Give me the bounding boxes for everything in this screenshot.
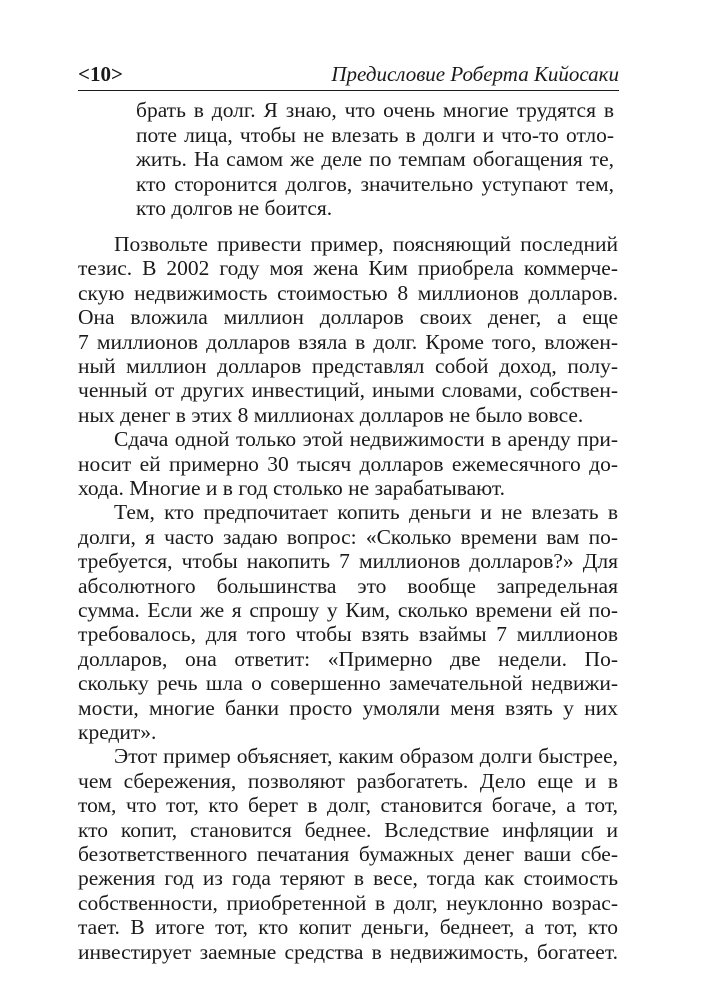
text-line: хода. Многие и в год столько не зарабатывают. xyxy=(78,476,506,500)
text-line: 7 миллионов долларов взяла в долг. Кроме того, вложен- xyxy=(78,329,618,354)
quote-line: брать в долг. Я знаю, что очень многие трудятся в xyxy=(136,98,614,122)
quote-line: жить. На самом же деле по темпам обогащения те, xyxy=(136,147,614,171)
text-line: ченный от других инвестиций, иными словами, собствен- xyxy=(78,378,618,403)
quote-line: поте лица, чтобы не влезать в долги и что-то отло- xyxy=(136,122,614,147)
text-line: сумма. Если же я спрошу у Ким, сколько времени ей по- xyxy=(78,598,618,622)
quote-line: кто сторонится долгов, значительно уступают тем, xyxy=(136,171,614,196)
text-line: собственности, приобретенной в долг, неуклонно возрас- xyxy=(78,890,618,915)
text-line: тает. В итоге тот, кто копит деньги, беднеет, а тот, кто xyxy=(78,915,618,940)
text-line: Этот пример объясняет, каким образом долги быстрее, xyxy=(114,744,618,769)
text-line: скольку речь шла о совершенно замечательной недвижи- xyxy=(78,671,618,696)
text-line: Она вложила миллион долларов своих денег, а еще xyxy=(78,305,618,330)
text-line: долги, я часто задаю вопрос: «Сколько времени вам по- xyxy=(78,524,618,549)
text-line: абсолютного большинства это вообще запредельная xyxy=(78,573,618,598)
running-title: Предисловие Роберта Кийосаки xyxy=(331,62,619,86)
text-line: том, что тот, кто берет в долг, становится богаче, а тот, xyxy=(78,793,618,818)
text-line: Сдача одной только этой недвижимости в аренду при- xyxy=(114,427,618,452)
text-line: мости, многие банки просто умоляли меня взять у них xyxy=(78,695,618,720)
text-line: инвестирует заемные средства в недвижимость, богатеет. xyxy=(78,939,618,964)
text-line: долларов, она ответит: «Примерно две недели. По- xyxy=(78,646,618,671)
text-line: чем сбережения, позволяют разбогатеть. Дело еще и в xyxy=(78,768,618,793)
text-line: тезис. В 2002 году моя жена Ким приобрела коммерче- xyxy=(78,256,618,281)
text-line: Позвольте привести пример, поясняющий последний xyxy=(114,232,618,256)
text-line: ных денег в этих 8 миллионах долларов не было вовсе. xyxy=(78,402,584,427)
text-line: скую недвижимость стоимостью 8 миллионов долларов. xyxy=(78,280,618,305)
text-line: безответственного печатания бумажных денег ваши сбе- xyxy=(78,842,618,866)
text-line: Тем, кто предпочитает копить деньги и не влезать в xyxy=(114,500,618,525)
text-line: требовалось, для того чтобы взять взаймы 7 миллионов xyxy=(78,622,618,647)
text-line: требуется, чтобы накопить 7 миллионов долларов?» Для xyxy=(78,549,618,574)
page-header xyxy=(78,60,619,90)
text-line: ный миллион долларов представлял собой доход, полу- xyxy=(78,354,618,378)
text-line: кто копит, становится беднее. Вследствие инфляции и xyxy=(78,817,618,842)
text-line: носит ей примерно 30 тысяч долларов ежемесячного до- xyxy=(78,451,618,476)
text-line: режения год из года теряют в весе, тогда как стоимость xyxy=(78,866,618,891)
quote-line: кто долгов не боится. xyxy=(136,196,333,220)
text-line: кредит». xyxy=(78,720,157,744)
header-rule xyxy=(78,90,619,91)
page-number: <10> xyxy=(78,62,123,86)
